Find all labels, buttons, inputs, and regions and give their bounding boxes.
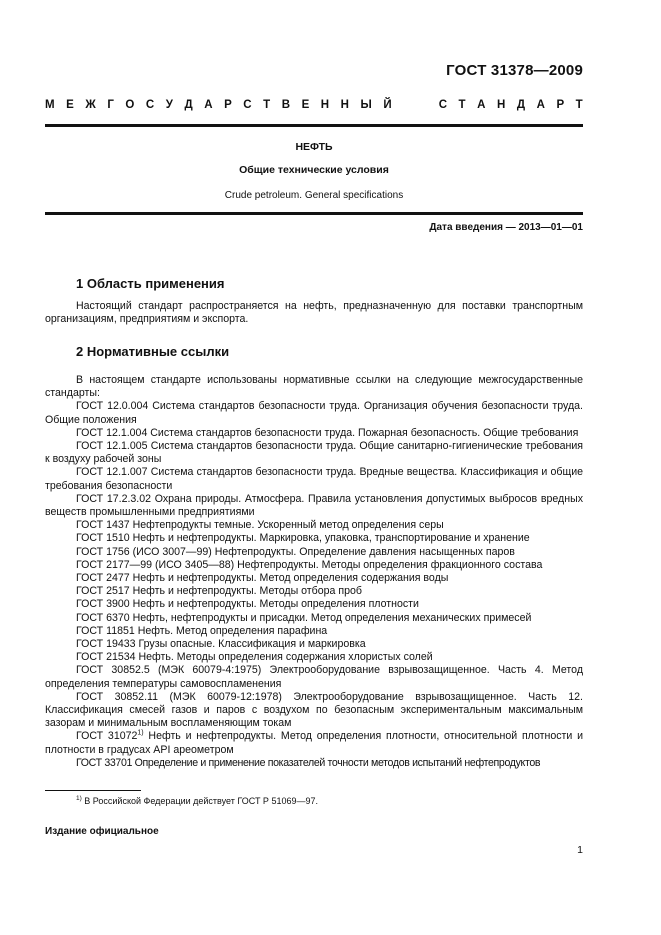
reference-item: ГОСТ 12.0.004 Система стандартов безопасности труда. Организация обучения безопасности труда. Общие положения <box>45 400 583 426</box>
standard-subtitle: Общие технические условия <box>239 164 389 176</box>
reference-item: ГОСТ 2177—99 (ИСО 3405—88) Нефтепродукты. Методы определения фракционного состава <box>76 558 543 571</box>
reference-item: ГОСТ 11851 Нефть. Метод определения парафина <box>76 624 328 637</box>
reference-item: ГОСТ 21534 Нефть. Методы определения содержания хлористых солей <box>76 651 433 664</box>
reference-item: ГОСТ 1756 (ИСО 3007—99) Нефтепродукты. Определение давления насыщенных паров <box>76 545 515 558</box>
banner-letter: Е <box>66 99 74 111</box>
banner-letter: Т <box>263 99 271 111</box>
banner-letter: Е <box>301 99 310 111</box>
section-2-heading: 2 Нормативные ссылки <box>76 344 230 359</box>
banner-letter: Й <box>383 99 392 111</box>
footnote <box>76 796 318 806</box>
reference-code: ГОСТ 31072 <box>76 730 138 743</box>
reference-item: ГОСТ 2477 Нефть и нефтепродукты. Метод определения содержания воды <box>76 572 449 585</box>
reference-text: ГОСТ 33701 Определение и применение показателей точности методов испытаний нефтепродуктов <box>76 756 541 769</box>
banner-letter: Ы <box>360 99 372 111</box>
reference-item: ГОСТ 17.2.3.02 Охрана природы. Атмосфера. Правила установления допустимых выбросов вредных веществ промышленными предприятиями <box>45 492 583 519</box>
footnote-marker[interactable]: 1) <box>137 729 144 737</box>
footnote-text: В Российской Федерации действует ГОСТ Р 51069—97. <box>81 796 318 806</box>
reference-item: ГОСТ 30852.5 (МЭК 60079-4:1975) Электрооборудование взрывозащищенное. Часть 4. Метод определения температуры самовоспламенения <box>45 664 583 690</box>
section-1-heading: 1 Область применения <box>76 276 225 291</box>
reference-item: ГОСТ 12.1.005 Система стандартов безопасности труда. Общие санитарно-гигиенические требования к воздуху рабочей зоны <box>45 440 583 466</box>
reference-item: ГОСТ 12.1.007 Система стандартов безопасности труда. Вредные вещества. Классификация и общие требования безопасности <box>45 466 583 492</box>
banner-letter: Н <box>496 99 506 111</box>
reference-item: ГОСТ 19433 Грузы опасные. Классификация и маркировка <box>76 638 366 651</box>
banner-letter: А <box>204 99 213 111</box>
section-1-text-body: Настоящий стандарт распространяется на нефть, предназначенную для поставки транспортным организациям, предприятиям и экспорта. <box>45 300 583 326</box>
reference-text: Нефть и нефтепродукты. Метод определения плотности, относительной плотности и плотности в градусах API ареометром <box>45 730 583 756</box>
reference-item: ГОСТ 2517 Нефть и нефтепродукты. Методы отбора проб <box>76 585 362 598</box>
banner-letter: Н <box>320 99 330 111</box>
footnote-rule <box>45 790 141 791</box>
banner-letter: Р <box>556 99 565 111</box>
banner-letter: А <box>536 99 545 111</box>
banner-letter: В <box>281 99 291 111</box>
standard-english-title: Crude petroleum. General specifications <box>224 190 404 201</box>
banner-letter: О <box>125 99 135 111</box>
reference-item: ГОСТ 1437 Нефтепродукты темные. Ускоренный метод определения серы <box>76 519 444 532</box>
official-edition-label: Издание официальное <box>45 826 159 837</box>
references-intro: В настоящем стандарте использованы нормативные ссылки на следующие межгосударственные стандарты: <box>45 374 583 400</box>
references-container <box>45 400 583 730</box>
banner-letter: С <box>438 99 447 111</box>
reference-item: ГОСТ 12.1.004 Система стандартов безопасности труда. Пожарная безопасность. Общие требования <box>76 426 579 439</box>
banner-letter: Д <box>184 99 193 111</box>
banner-letter: М <box>45 99 55 111</box>
header-rule-bottom <box>45 212 583 215</box>
introduction-date: Дата введения — 2013—01—01 <box>429 222 583 233</box>
banner-letter: А <box>477 99 486 111</box>
banner-letter: Р <box>224 99 232 111</box>
reference-item <box>45 757 583 770</box>
reference-item: ГОСТ 6370 Нефть, нефтепродукты и присадки. Метод определения механических примесей <box>76 611 532 624</box>
reference-item: ГОСТ 30852.11 (МЭК 60079-12:1978) Электрооборудование взрывозащищенное. Часть 12. Классификация смесей газов и паров с воздухом по безопасным экспериментальным максимальным зазорам и минимальным воспламеняющим токам <box>45 690 583 730</box>
banner-letter: Г <box>107 99 114 111</box>
reference-item: ГОСТ 1510 Нефть и нефтепродукты. Маркировка, упаковка, транспортирование и хранение <box>76 532 530 545</box>
interstate-standard-banner <box>45 99 583 111</box>
document-number: ГОСТ 31378—2009 <box>446 62 583 79</box>
banner-word-gap <box>403 99 427 111</box>
page-number: 1 <box>577 844 583 856</box>
section-1-text <box>45 300 583 326</box>
reference-item: ГОСТ 3900 Нефть и нефтепродукты. Методы определения плотности <box>76 598 419 611</box>
banner-letter: С <box>243 99 252 111</box>
banner-letter: У <box>165 99 173 111</box>
banner-letter: Т <box>458 99 466 111</box>
reference-item <box>45 730 583 756</box>
banner-letter: С <box>145 99 155 111</box>
banner-letter: Т <box>575 99 583 111</box>
banner-letter: Д <box>516 99 526 111</box>
header-rule-top <box>45 124 583 127</box>
banner-letter: Н <box>340 99 349 111</box>
standard-title: НЕФТЬ <box>295 141 333 153</box>
banner-letter: Ж <box>85 99 96 111</box>
normative-references-list <box>45 374 583 770</box>
footnote-marker: 1) <box>76 795 82 802</box>
